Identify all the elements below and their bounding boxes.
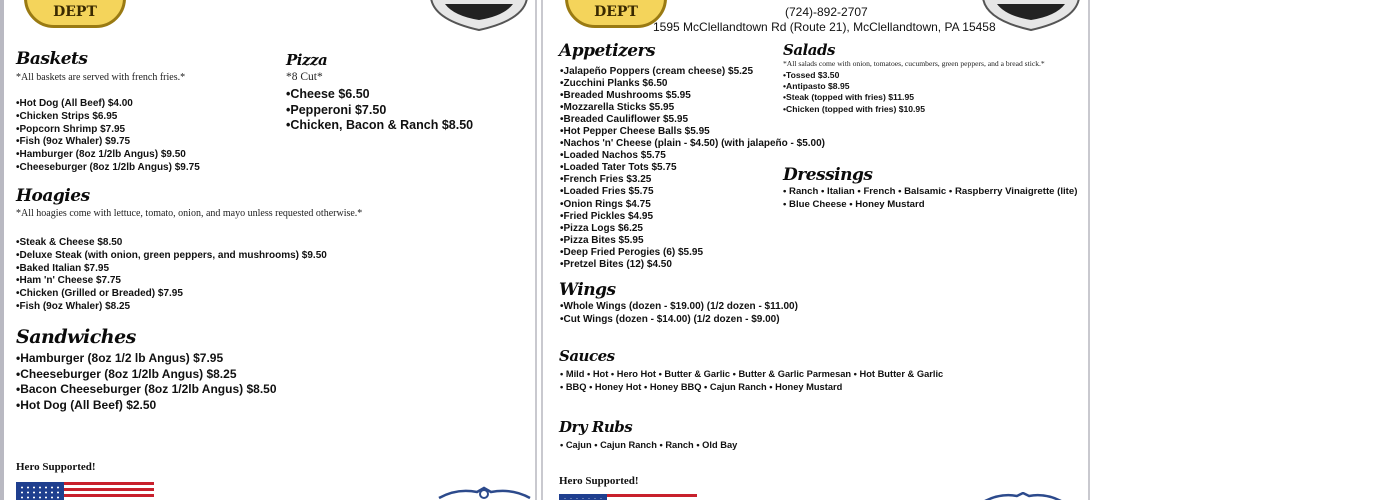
- hero-supported-text: Hero Supported!: [559, 475, 639, 487]
- list-item: • Pepperoni $7.50: [286, 103, 473, 119]
- menu-page-left: [0, 0, 537, 500]
- wings-emblem-icon: [983, 492, 1063, 500]
- badge-text: DEPT: [594, 4, 638, 20]
- list-item: • Nachos 'n' Cheese (plain - $4.50) (with jalapeño - $5.00): [560, 138, 825, 150]
- list-item: • Pizza Logs $6.25: [560, 223, 825, 235]
- wings-list: [560, 301, 798, 327]
- list-item: • Steak & Cheese $8.50: [16, 237, 327, 250]
- wings-emblem-icon: [437, 486, 532, 500]
- list-item: • Mild • Hot • Hero Hot • Butter & Garlic • Butter & Garlic Parmesan • Hot Butter & Garlic: [560, 369, 944, 379]
- american-flag-icon: [16, 482, 154, 500]
- salads-note: *All salads come with onion, tomatoes, cucumbers, green peppers, and a bread stick.*: [783, 59, 1045, 68]
- list-item: • BBQ • Honey Hot • Honey BBQ • Cajun Ranch • Honey Mustard: [560, 381, 843, 392]
- salads-list: [783, 70, 925, 115]
- sauces-list: [560, 368, 943, 394]
- list-item: • Popcorn Shrimp $7.95: [16, 124, 200, 137]
- list-item: • Baked Italian $7.95: [16, 263, 327, 276]
- badge-text: DEPT: [53, 4, 97, 20]
- american-flag-icon: [559, 494, 697, 500]
- fire-dept-badge: [24, 0, 126, 28]
- list-item: • Hamburger (8oz 1/2 lb Angus) $7.95: [16, 351, 277, 367]
- list-item: • Cheeseburger (8oz 1/2lb Angus) $9.75: [16, 162, 200, 175]
- dressings-list: [783, 186, 1077, 212]
- list-item: • Tossed $3.50: [783, 70, 925, 81]
- hero-supported-text: Hero Supported!: [16, 461, 96, 473]
- wings-heading: Wings: [559, 280, 616, 300]
- list-item: • Cheese $6.50: [286, 87, 473, 103]
- baskets-heading: Baskets: [16, 49, 88, 69]
- list-item: • Loaded Nachos $5.75: [560, 150, 825, 162]
- list-item: • Hot Dog (All Beef) $2.50: [16, 398, 277, 414]
- hoagies-list: [16, 237, 327, 314]
- pizza-heading: Pizza: [286, 51, 328, 69]
- list-item: • Deep Fried Perogies (6) $5.95: [560, 247, 825, 259]
- list-item: • Fish (9oz Whaler) $9.75: [16, 136, 200, 149]
- thin-line-shield-icon: [981, 0, 1081, 32]
- list-item: • Ham 'n' Cheese $7.75: [16, 275, 327, 288]
- dry-rubs-list: [560, 439, 737, 452]
- baskets-note: *All baskets are served with french fries.*: [16, 72, 186, 83]
- sandwiches-list: [16, 351, 277, 413]
- list-item: • Zucchini Planks $6.50: [560, 78, 825, 90]
- list-item: • Blue Cheese • Honey Mustard: [783, 198, 925, 210]
- list-item: • French Fries $3.25: [560, 174, 825, 186]
- thin-line-shield-icon: [429, 0, 529, 32]
- list-item: • Pizza Bites $5.95: [560, 235, 825, 247]
- fire-dept-badge: [565, 0, 667, 28]
- list-item: • Antipasto $8.95: [783, 81, 925, 92]
- phone-number: (724)-892-2707: [785, 5, 868, 19]
- list-item: • Loaded Fries $5.75: [560, 186, 825, 198]
- list-item: • Chicken, Bacon & Ranch $8.50: [286, 118, 473, 134]
- list-item: • Breaded Mushrooms $5.95: [560, 90, 825, 102]
- list-item: • Steak (topped with fries) $11.95: [783, 92, 925, 103]
- list-item: • Whole Wings (dozen - $19.00) (1/2 dozen - $11.00): [560, 301, 798, 314]
- list-item: • Chicken Strips $6.95: [16, 111, 200, 124]
- baskets-list: [16, 98, 200, 175]
- list-item: • Chicken (Grilled or Breaded) $7.95: [16, 288, 327, 301]
- list-item: • Mozzarella Sticks $5.95: [560, 102, 825, 114]
- appetizers-heading: Appetizers: [559, 41, 656, 61]
- list-item: • Onion Rings $4.75: [560, 199, 825, 211]
- dry-rubs-heading: Dry Rubs: [559, 418, 633, 436]
- list-item: • Hamburger (8oz 1/2lb Angus) $9.50: [16, 149, 200, 162]
- list-item: • Hot Dog (All Beef) $4.00: [16, 98, 200, 111]
- list-item: • Fried Pickles $4.95: [560, 211, 825, 223]
- sauces-heading: Sauces: [559, 347, 615, 365]
- list-item: • Jalapeño Poppers (cream cheese) $5.25: [560, 66, 825, 78]
- list-item: • Cheeseburger (8oz 1/2lb Angus) $8.25: [16, 367, 277, 383]
- hoagies-heading: Hoagies: [16, 186, 90, 206]
- list-item: • Cajun • Cajun Ranch • Ranch • Old Bay: [560, 440, 738, 450]
- hoagies-note: *All hoagies come with lettuce, tomato, onion, and mayo unless requested otherwise.*: [16, 208, 363, 219]
- pizza-list: [286, 87, 473, 134]
- salads-heading: Salads: [783, 41, 835, 59]
- list-item: • Chicken (topped with fries) $10.95: [783, 104, 925, 115]
- list-item: • Bacon Cheeseburger (8oz 1/2lb Angus) $8.50: [16, 382, 277, 398]
- sandwiches-heading: Sandwiches: [16, 326, 136, 348]
- list-item: • Pretzel Bites (12) $4.50: [560, 259, 825, 271]
- address: 1595 McClellandtown Rd (Route 21), McClellandtown, PA 15458: [653, 20, 996, 34]
- list-item: • Deluxe Steak (with onion, green peppers, and mushrooms) $9.50: [16, 250, 327, 263]
- menu-page-right: [541, 0, 1090, 500]
- pizza-note: *8 Cut*: [286, 71, 323, 83]
- list-item: • Loaded Tater Tots $5.75: [560, 162, 825, 174]
- list-item: • Breaded Cauliflower $5.95: [560, 114, 825, 126]
- list-item: • Hot Pepper Cheese Balls $5.95: [560, 126, 825, 138]
- dressings-heading: Dressings: [783, 165, 873, 185]
- list-item: • Fish (9oz Whaler) $8.25: [16, 301, 327, 314]
- list-item: • Ranch • Italian • French • Balsamic • Raspberry Vinaigrette (lite): [783, 186, 1078, 197]
- list-item: • Cut Wings (dozen - $14.00) (1/2 dozen - $9.00): [560, 314, 798, 327]
